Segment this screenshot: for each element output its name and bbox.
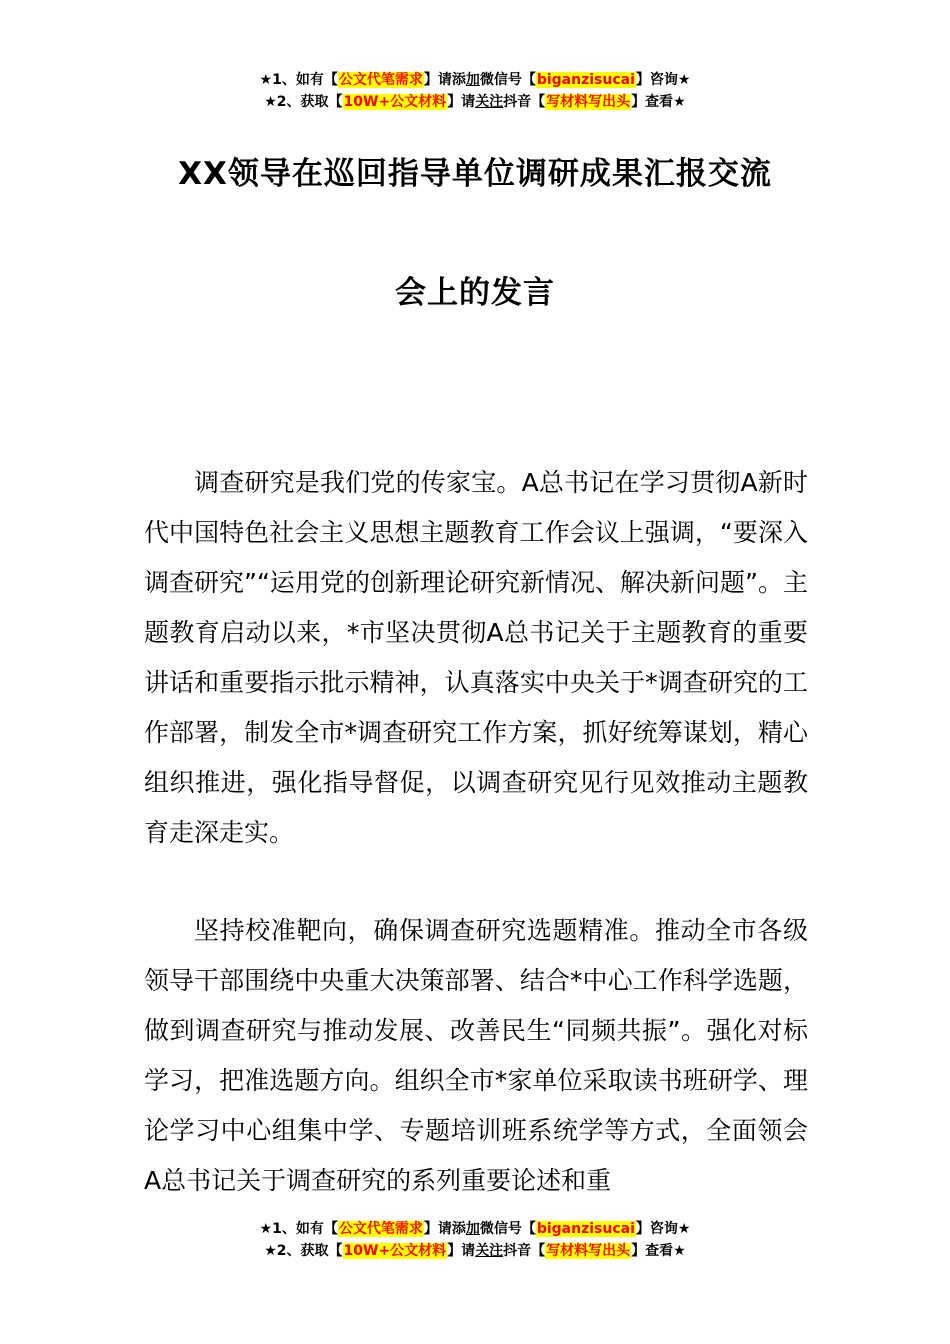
promo-douyin-account: 写材料写出头 xyxy=(546,1243,631,1259)
promo-highlight: 公文代笔需求 xyxy=(338,1221,423,1237)
promo-line-2: ★2、获取【10W+公文材料】请关注抖音【写材料写出头】查看★ xyxy=(264,1243,686,1259)
promo-line-2: ★2、获取【10W+公文材料】请关注抖音【写材料写出头】查看★ xyxy=(264,94,686,110)
promo-wechat-id: biganzisucai xyxy=(536,72,635,88)
footer-promo-banner xyxy=(0,1218,950,1262)
document-title-line-2: 会上的发言 xyxy=(395,275,555,311)
promo-highlight: 10W+公文材料 xyxy=(343,94,447,110)
document-title-line-1: XX领导在巡回指导单位调研成果汇报交流 xyxy=(178,156,772,192)
body-paragraph: 坚持校准靶向，确保调查研究选题精准。推动全市各级领导干部围绕中央重大决策部署、结合*中心工作科学选题，做到调查研究与推动发展、改善民生“同频共振”。强化对标学习，把准选题方向。组织全市*家单位采取读书班研学、理论学习中心组集中学、专题培训班系统学等方式，全面领会A总书记关于调查研究的系列重要论述和重 xyxy=(144,916,808,1195)
body-paragraph: 调查研究是我们党的传家宝。A总书记在学习贯彻A新时代中国特色社会主义思想主题教育工作会议上强调，“要深入调查研究”“运用党的创新理论研究新情况、解决新问题”。主题教育启动以来，*市坚决贯彻A总书记关于主题教育的重要讲话和重要指示批示精神，认真落实中央关于*调查研究的工作部署，制发全市*调查研究工作方案，抓好统筹谋划，精心组织推进，强化指导督促，以调查研究见行见效推动主题教育走深走实。 xyxy=(144,468,808,847)
promo-highlight: 公文代笔需求 xyxy=(338,72,423,88)
promo-douyin-account: 写材料写出头 xyxy=(546,94,631,110)
promo-line-1: ★1、如有【公文代笔需求】请添加微信号【biganzisucai】咨询★ xyxy=(259,1221,691,1237)
promo-wechat-id: biganzisucai xyxy=(536,1221,635,1237)
header-promo-banner xyxy=(0,69,950,113)
promo-line-1: ★1、如有【公文代笔需求】请添加微信号【biganzisucai】咨询★ xyxy=(259,72,691,88)
promo-highlight: 10W+公文材料 xyxy=(343,1243,447,1259)
